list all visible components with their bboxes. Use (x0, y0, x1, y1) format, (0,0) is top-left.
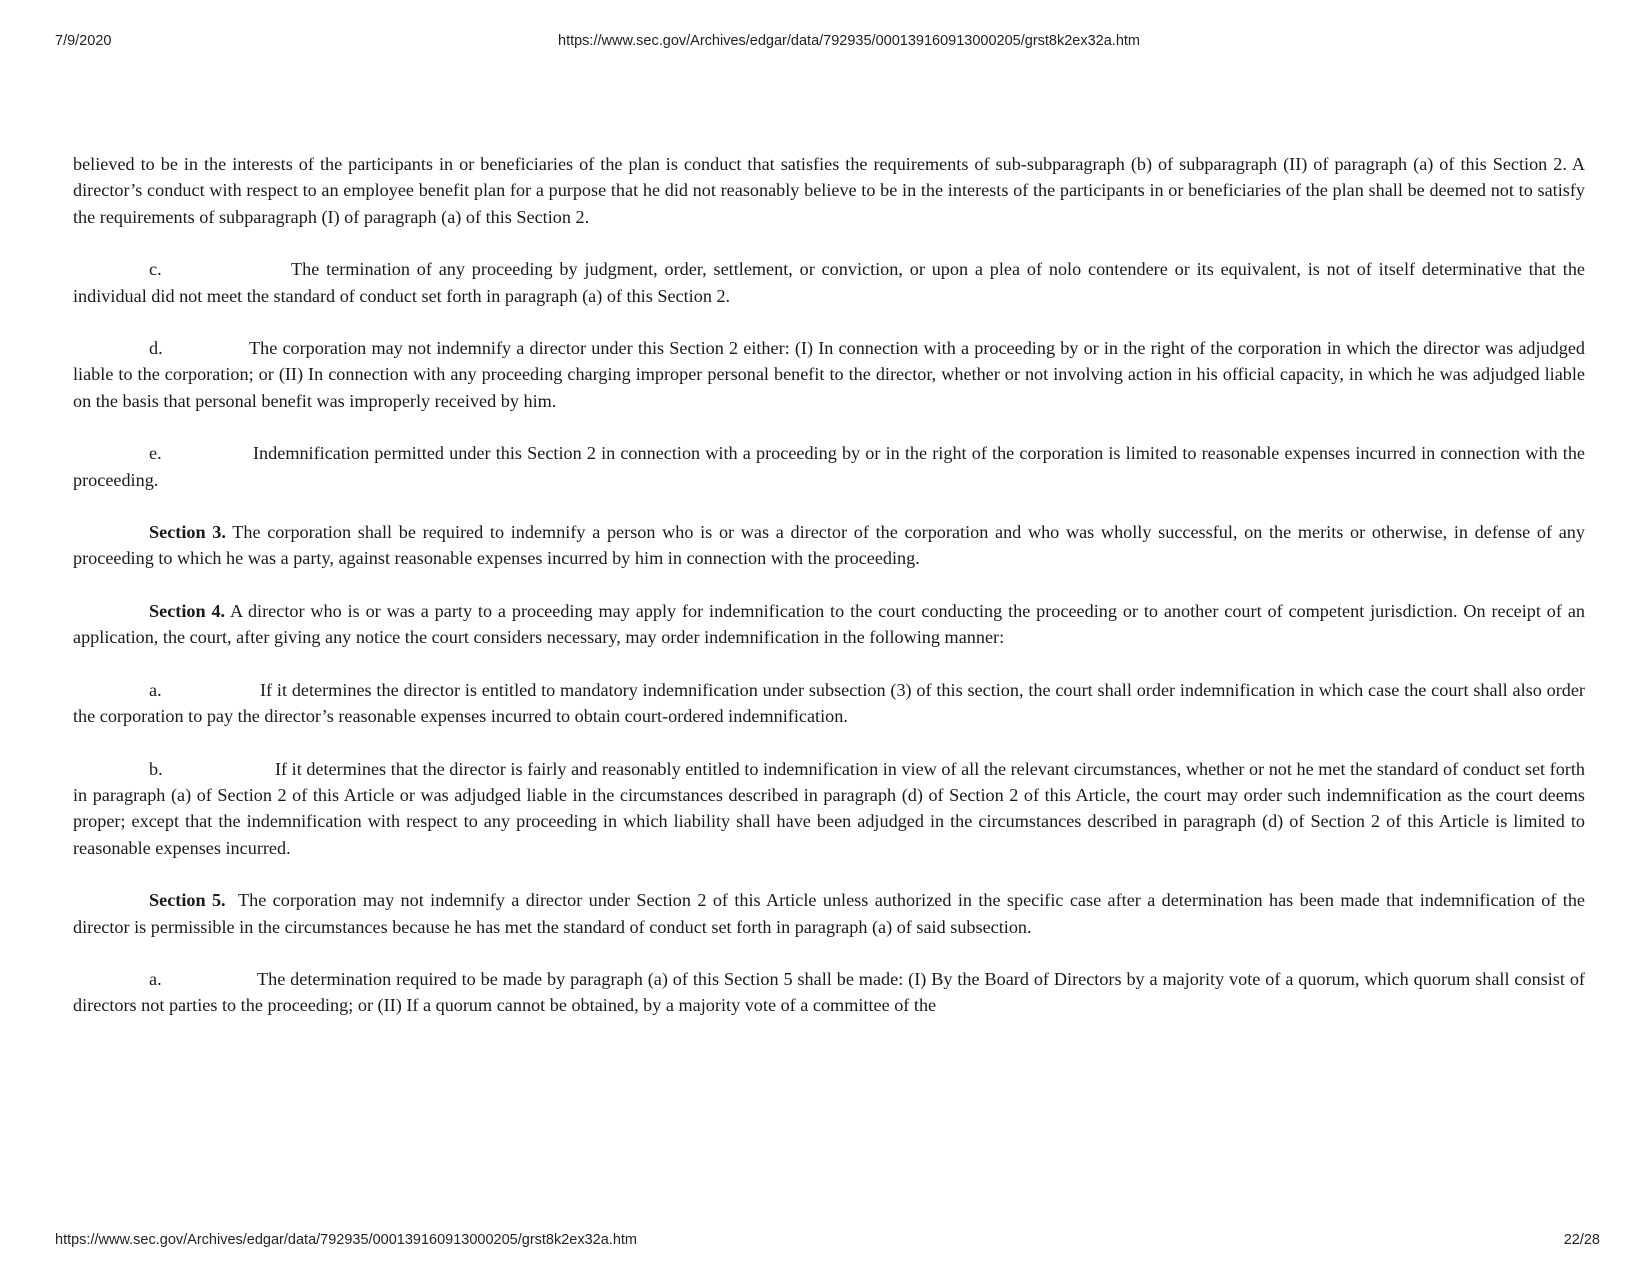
item-label-c: c. (149, 259, 162, 280)
item-text-c: The termination of any proceeding by judgment, order, settlement, or conviction, or upon a plea of nolo contendere or its equivalent, is not of itself determinative that the individual did not meet the standard of conduct set forth in paragraph (a) of this Section 2. (73, 259, 1585, 306)
item-label-e: e. (149, 443, 162, 464)
print-date: 7/9/2020 (55, 33, 112, 49)
item-label-4b: b. (149, 758, 163, 779)
section-4 (73, 598, 1585, 651)
header-url: https://www.sec.gov/Archives/edgar/data/792935/000139160913000205/grst8k2ex32a.htm (558, 33, 1141, 49)
document-body (73, 151, 1585, 1045)
item-label-d: d. (149, 338, 163, 359)
section-5 (73, 887, 1585, 940)
paragraph-continuation: believed to be in the interests of the participants in or beneficiaries of the plan is conduct that satisfies the requirements of sub-subparagraph (b) of subparagraph (II) of paragraph (a) of this Section 2. A director’s conduct with respect to an employee benefit plan for a purpose that he did not reasonably believe to be in the interests of the participants in or beneficiaries of the plan shall be deemed not to satisfy the requirements of subparagraph (I) of paragraph (a) of this Section 2. (73, 154, 1585, 227)
item-label-4a: a. (149, 679, 162, 700)
section-3-text: The corporation shall be required to indemnify a person who is or was a director of the corporation and who was wholly successful, on the merits or otherwise, in defense of any proceeding to which he was a party, against reasonable expenses incurred by him in connection with the proceeding. (73, 522, 1585, 569)
item-label-5a: a. (149, 968, 162, 989)
footer-url: https://www.sec.gov/Archives/edgar/data/792935/000139160913000205/grst8k2ex32a.htm (55, 1232, 638, 1248)
item-text-d: The corporation may not indemnify a director under this Section 2 either: (I) In connection with a proceeding by or in the right of the corporation in which the director was adjudged liable to the corporation; or (II) In connection with any proceeding charging improper personal benefit to the director, whether or not involving action in his official capacity, in which he was adjudged liable on the basis that personal benefit was improperly received by him. (73, 338, 1585, 411)
section-5-heading: Section 5. (149, 890, 226, 911)
section-5-text: The corporation may not indemnify a director under Section 2 of this Article unless authorized in the specific case after a determination has been made that indemnification of the director is permissible in the circumstances because he has met the standard of conduct set forth in paragraph (a) of said subsection. (73, 890, 1585, 937)
section-3-heading: Section 3. (149, 522, 226, 543)
paragraph-4b (73, 756, 1585, 862)
item-text-5a: The determination required to be made by paragraph (a) of this Section 5 shall be made: (I) By the Board of Directors by a majority vote of a quorum, which quorum shall consist of directors not parties to the proceeding; or (II) If a quorum cannot be obtained, by a majority vote of a committee of the (73, 968, 1585, 1016)
section-4-heading: Section 4. (149, 600, 226, 621)
paragraph-4a (73, 677, 1585, 730)
page-number: 22/28 (1563, 1232, 1600, 1248)
item-text-e: Indemnification permitted under this Section 2 in connection with a proceeding by or in the right of the corporation is limited to reasonable expenses incurred in connection with the proceeding. (73, 443, 1585, 490)
paragraph-5a (73, 966, 1585, 1019)
section-4-text: A director who is or was a party to a proceeding may apply for indemnification to the court conducting the proceeding or to another court of competent jurisdiction. On receipt of an application, the court, after giving any notice the court considers necessary, may order indemnification in the following manner: (73, 600, 1585, 648)
item-text-4b: If it determines that the director is fairly and reasonably entitled to indemnification in view of all the relevant circumstances, whether or not he met the standard of conduct set forth in paragraph (a) of Section 2 of this Article or was adjudged liable in the circumstances described in paragraph (d) of Section 2 of this Article, the court may order such indemnification as the court deems proper; except that the indemnification with respect to any proceeding in which liability shall have been adjudged in the circumstances described in paragraph (d) of Section 2 of this Article is limited to reasonable expenses incurred. (73, 758, 1585, 858)
section-3 (73, 519, 1585, 572)
paragraph-2e (73, 440, 1585, 493)
paragraph-2d (73, 335, 1585, 414)
item-text-4a: If it determines the director is entitled to mandatory indemnification under subsection (3) of this section, the court shall order indemnification in which case the court shall also order the corporation to pay the director’s reasonable expenses incurred to obtain court-ordered indemnification. (73, 679, 1585, 727)
paragraph-2c (73, 256, 1585, 309)
